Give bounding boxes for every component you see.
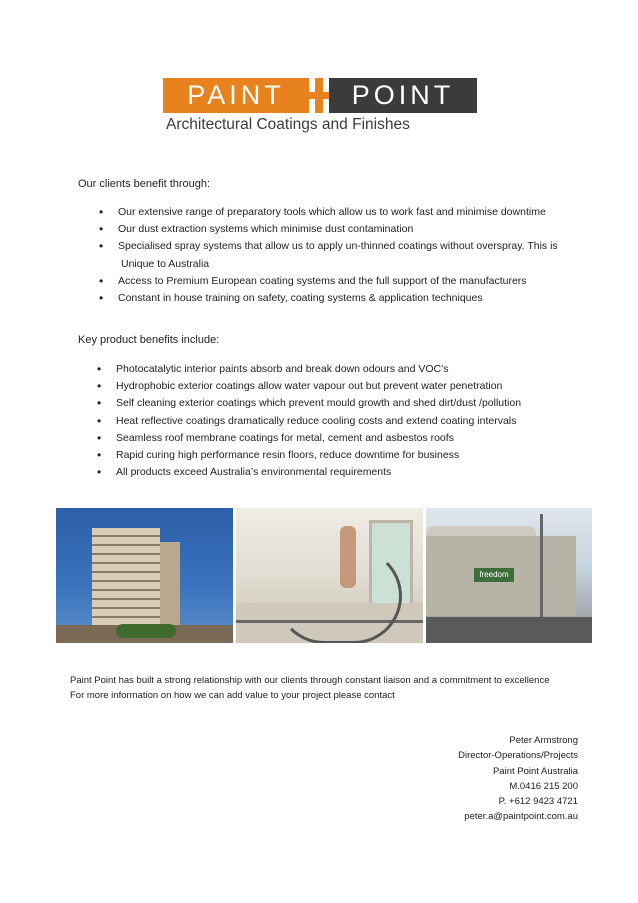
relationship-statement: Paint Point has built a strong relationship with our clients through constant liaison and a commitment to excellence	[70, 675, 550, 686]
list-item-text: Heat reflective coatings dramatically reduce cooling costs and extend coating intervals	[116, 414, 517, 427]
clients-benefits-list	[99, 204, 558, 307]
contact-email[interactable]: peter.a@paintpoint.com.au	[464, 811, 578, 823]
list-item-text: Our dust extraction systems which minimise dust contamination	[118, 223, 414, 236]
logo-wordmark	[163, 78, 477, 113]
list-item	[97, 447, 521, 464]
building-shape	[92, 528, 160, 638]
contact-mobile: M.0416 215 200	[509, 780, 578, 792]
list-item-text: Self cleaning exterior coatings which prevent mould growth and shed dirt/dust /pollution	[116, 397, 522, 410]
product-benefits-list	[97, 361, 521, 481]
contact-block	[458, 733, 578, 825]
tree-shape	[116, 624, 176, 638]
list-item-text: All products exceed Australia’s environmental requirements	[116, 466, 392, 479]
road-shape	[426, 617, 592, 643]
list-item	[99, 221, 558, 238]
storefront-sign: freedom	[474, 568, 514, 582]
list-item-text: Our extensive range of preparatory tools which allow us to work fast and minimise downtime	[118, 206, 546, 218]
logo-paint-word: PAINT	[163, 78, 309, 113]
list-item-text: Seamless roof membrane coatings for metal, cement and asbestos roofs	[116, 431, 454, 444]
list-item-text: Rapid curing high performance resin floors, reduce downtime for business	[116, 449, 460, 462]
list-item	[97, 413, 521, 430]
worker-figure	[340, 526, 356, 588]
contact-phone: P. +612 9423 4721	[498, 796, 578, 808]
contact-title: Director-Operations/Projects	[458, 750, 578, 762]
list-item	[97, 430, 521, 447]
list-item-text: Photocatalytic interior paints absorb and break down odours and VOC’s	[116, 363, 449, 375]
list-item	[97, 361, 521, 378]
logo-tagline: Architectural Coatings and Finishes	[166, 116, 410, 133]
list-item	[99, 273, 558, 290]
list-item	[99, 290, 558, 307]
list-item-text: Access to Premium European coating systems and the full support of the manufacturers	[118, 274, 527, 287]
list-item-text: Constant in house training on safety, coating systems & application techniques	[118, 292, 483, 305]
list-item	[97, 378, 521, 395]
clients-heading: Our clients benefit through:	[78, 178, 211, 190]
list-item-continuation: Unique to Australia	[121, 257, 210, 270]
list-item-text: Specialised spray systems that allow us to apply un-thinned coatings without overspray. This is	[118, 240, 558, 253]
list-item	[99, 204, 558, 221]
list-item	[97, 395, 521, 412]
spray-hose-shape	[276, 548, 402, 643]
company-logo	[163, 78, 477, 136]
photo-apartment-building	[56, 508, 233, 643]
logo-point-word: POINT	[329, 78, 477, 113]
list-item	[99, 238, 558, 272]
contact-company: Paint Point Australia	[492, 765, 578, 777]
photo-storefront	[426, 508, 592, 643]
street-pole-shape	[540, 514, 543, 624]
products-heading: Key product benefits include:	[78, 334, 220, 346]
contact-name: Peter Armstrong	[509, 735, 578, 746]
project-photos	[56, 508, 592, 643]
logo-plus-icon	[309, 78, 329, 113]
list-item-text: Hydrophobic exterior coatings allow water vapour out but prevent water penetration	[116, 380, 503, 393]
photo-interior-spraying	[236, 508, 423, 643]
contact-prompt: For more information on how we can add value to your project please contact	[70, 690, 395, 701]
list-item	[97, 464, 521, 481]
